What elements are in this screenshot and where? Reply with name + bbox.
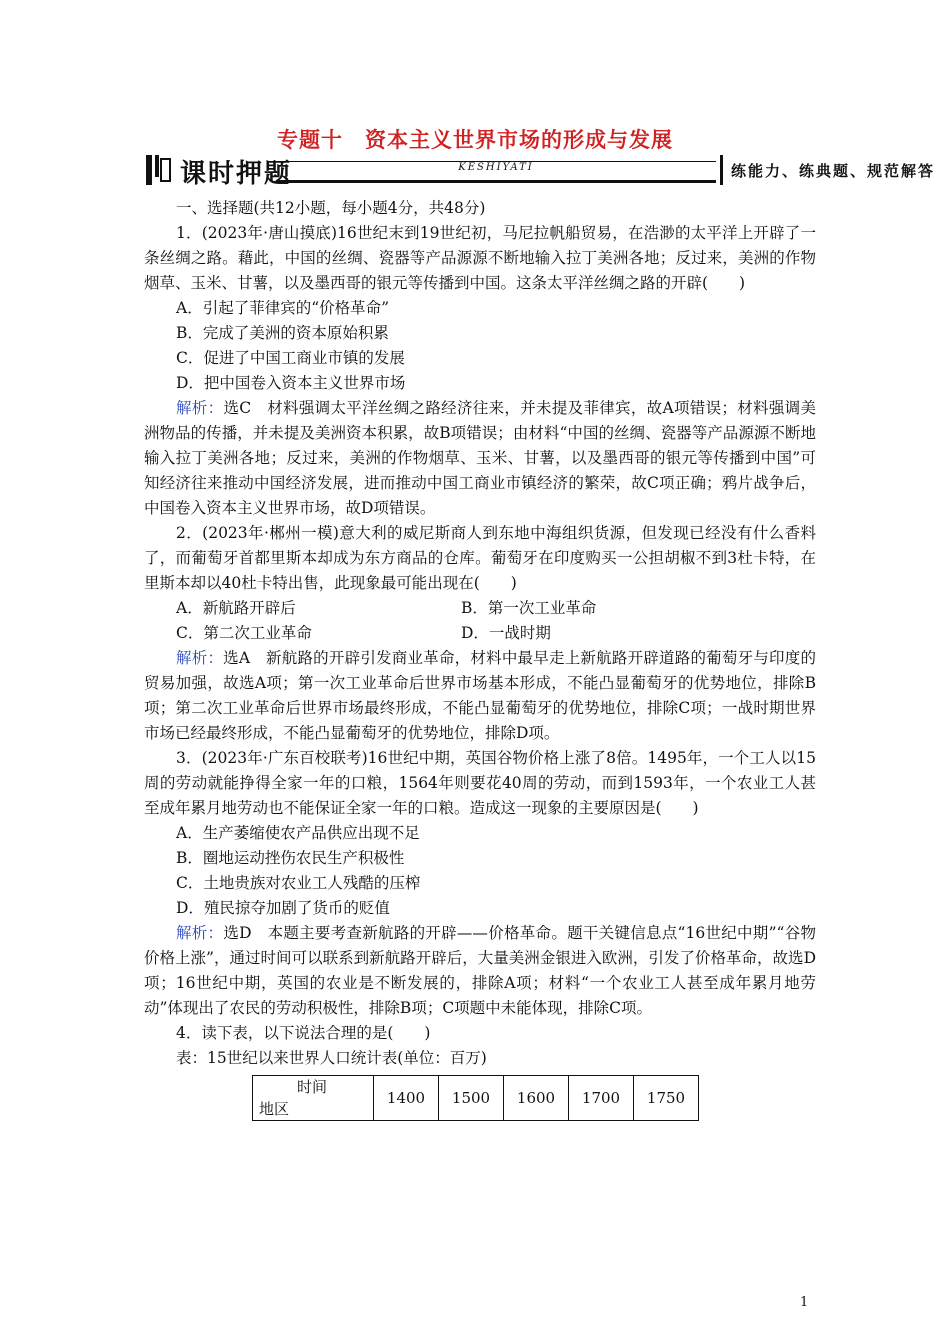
banner-divider [720, 155, 723, 185]
page-title: 专题十 资本主义世界市场的形成与发展 [277, 128, 673, 152]
question-2-analysis-text: 选A 新航路的开辟引发商业革命，材料中最早走上新航路开辟道路的葡萄牙与印度的贸易加强，故选A项；第一次工业革命后世界市场基本形成，不能凸显葡萄牙的优势地位，排除B项；第二次工业革命后世界市场最终形成，不能凸显葡萄牙的优势地位，排除C项；一战时期世界市场已经最终形成，不能凸显葡萄牙的优势地位，排除D项。 [144, 649, 816, 742]
question-3-option-a: A．生产萎缩使农产品供应出现不足 [176, 824, 420, 842]
question-1-analysis-text: 选C 材料强调太平洋丝绸之路经济往来，并未提及菲律宾，故A项错误；材料强调美洲物品的传播，并未提及美洲资本积累，故B项错误；由材料“中国的丝绸、瓷器等产品源源不断地输入拉丁美洲各地；反过来，美洲的作物烟草、玉米、甘薯，以及墨西哥的银元等传播到中国”可知经济往来推动中国经济发展，进而推动中国工商业市镇经济的繁荣，故C项正确；鸦片战争后，中国卷入资本主义世界市场，故D项错误。 [144, 399, 816, 517]
question-1-option-a: A．引起了菲律宾的“价格革命” [176, 299, 390, 317]
analysis-label: 解析： [176, 399, 224, 417]
table-header-row [253, 1076, 699, 1121]
question-2-option-b: B．第一次工业革命 [461, 599, 597, 617]
question-3-analysis-text: 选D 本题主要考查新航路的开辟——价格革命。题干关键信息点“16世纪中期”“谷物价格上涨”，通过时间可以联系到新航路开辟后，大量美洲金银进入欧洲，引发了价格革命，故选D项；16世纪中期，英国的农业是不断发展的，排除A项；材料“一个农业工人甚至成年累月地劳动”体现出了农民的劳动积极性，排除B项；C项题中未能体现，排除C项。 [144, 924, 816, 1017]
question-1-option-d: D．把中国卷入资本主义世界市场 [176, 374, 406, 392]
question-3-analysis [144, 921, 816, 1021]
question-1-stem: 1．(2023年·唐山摸底)16世纪末到19世纪初，马尼拉帆船贸易，在浩渺的太平洋上开辟了一条丝绸之路。藉此，中国的丝绸、瓷器等产品源源不断地输入拉丁美洲各地；反过来，美洲的作物烟草、玉米、甘薯，以及墨西哥的银元等传播到中国。这条太平洋丝绸之路的开辟( ) [144, 224, 816, 292]
question-2-analysis [144, 646, 816, 746]
population-table [252, 1075, 699, 1121]
banner-slogan: 练能力、练典题、规范解答 [731, 162, 936, 180]
question-2-options-row-1 [144, 596, 816, 621]
question-3-option-b: B．圈地运动挫伤农民生产积极性 [176, 849, 405, 867]
question-4-stem: 4．读下表，以下说法合理的是( ) [176, 1024, 431, 1042]
table-header-year: 1400 [374, 1076, 439, 1121]
question-3-option-c: C．土地贵族对农业工人残酷的压榨 [176, 874, 421, 892]
table-header-year: 1700 [569, 1076, 634, 1121]
table-header-time: 时间 [297, 1078, 328, 1096]
question-3-stem: 3．(2023年·广东百校联考)16世纪中期，英国谷物价格上涨了8倍。1495年，一个工人以15周的劳动就能挣得全家一年的口粮，1564年则要花40周的劳动，而到1593年，一个农业工人甚至成年累月地劳动也不能保证全家一年的口粮。造成这一现象的主要原因是( ) [144, 749, 816, 817]
question-1-option-b: B．完成了美洲的资本原始积累 [176, 324, 389, 342]
analysis-label: 解析： [176, 924, 224, 942]
table-header-year: 1750 [634, 1076, 699, 1121]
table-header-region: 地区 [259, 1100, 290, 1118]
question-2-stem: 2．(2023年·郴州一模)意大利的威尼斯商人到东地中海组织货源，但发现已经没有什么香料了，而葡萄牙首都里斯本却成为东方商品的仓库。葡萄牙在印度购买一公担胡椒不到3杜卡特，在里斯本却以40杜卡特出售，此现象最可能出现在( ) [144, 524, 816, 592]
question-1-analysis [144, 396, 816, 521]
analysis-label: 解析： [176, 649, 224, 667]
table-header-year: 1600 [504, 1076, 569, 1121]
table-header-year: 1500 [439, 1076, 504, 1121]
section-banner [146, 155, 936, 189]
banner-rule-bottom [276, 180, 716, 183]
question-2-options-row-2 [144, 621, 816, 646]
banner-mark-icon [146, 155, 172, 185]
table-corner-cell [253, 1076, 374, 1121]
question-2-option-d: D．一战时期 [461, 624, 551, 642]
banner-heading: 课时押题 [180, 159, 293, 189]
question-2-option-c: C．第二次工业革命 [176, 624, 312, 642]
page-number: 1 [800, 1295, 809, 1310]
question-content [144, 196, 816, 1121]
question-2-option-a: A．新航路开辟后 [176, 599, 296, 617]
banner-subtitle: KESHIYATI [458, 162, 534, 173]
question-4-table-caption: 表：15世纪以来世界人口统计表(单位：百万) [176, 1049, 487, 1067]
question-1-option-c: C．促进了中国工商业市镇的发展 [176, 349, 405, 367]
question-3-option-d: D．殖民掠夺加剧了货币的贬值 [176, 899, 390, 917]
section-header: 一、选择题(共12小题，每小题4分，共48分) [176, 199, 486, 217]
